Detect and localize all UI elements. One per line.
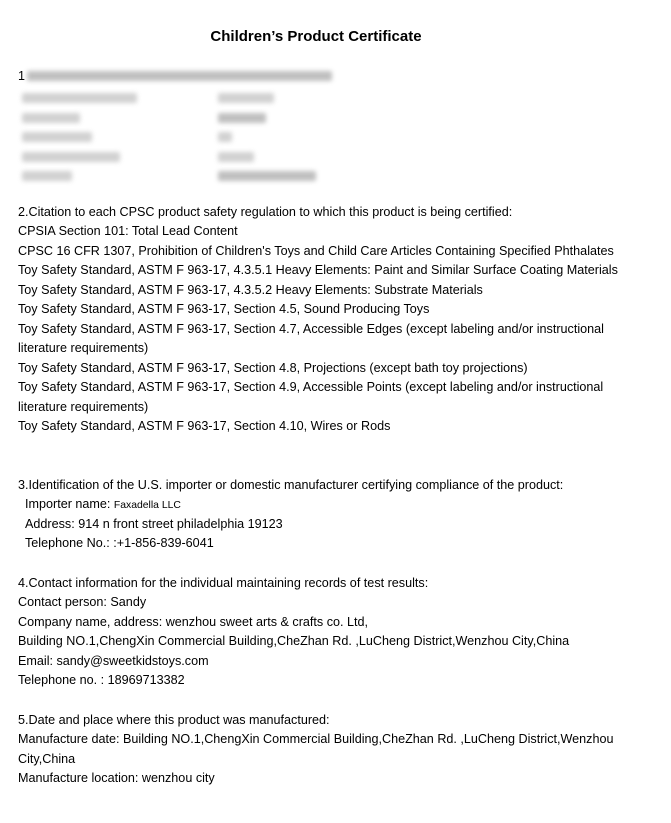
section1-number: 1: [18, 69, 26, 83]
importer-telephone: Telephone No.: :+1-856-839-6041: [25, 536, 214, 550]
regulation-line: Toy Safety Standard, ASTM F 963-17, Section 4.5, Sound Producing Toys: [18, 302, 430, 316]
importer-value: Faxadella LLC: [113, 500, 181, 511]
redacted-line: [218, 152, 254, 162]
redacted-line: [22, 132, 92, 142]
document-title: Children’s Product Certificate: [210, 28, 422, 45]
regulation-line: Toy Safety Standard, ASTM F 963-17, Section 4.7, Accessible Edges (except labeling and/or instructional: [18, 322, 604, 336]
regulation-line-continued: literature requirements): [18, 341, 149, 355]
company-address: Building NO.1,ChengXin Commercial Building,CheZhan Rd. ,LuCheng District,Wenzhou City,China: [18, 634, 570, 648]
importer-label: Importer name:: [25, 497, 114, 511]
redacted-line: [22, 171, 72, 181]
regulation-line: CPSC 16 CFR 1307, Prohibition of Children's Toys and Child Care Articles Containing Specified Phthalates: [18, 244, 614, 258]
section2-heading: 2.Citation to each CPSC product safety regulation to which this product is being certified:: [18, 205, 513, 219]
regulation-line: CPSIA Section 101: Total Lead Content: [18, 224, 238, 238]
redacted-line: [218, 132, 232, 142]
contact-person: Contact person: Sandy: [18, 595, 147, 609]
section4-heading: 4.Contact information for the individual maintaining records of test results:: [18, 576, 429, 590]
redacted-line: [218, 171, 316, 181]
redacted-line: [22, 93, 137, 103]
manufacture-date: Manufacture date: Building NO.1,ChengXin Commercial Building,CheZhan Rd. ,LuCheng District,Wenzhou: [18, 732, 614, 746]
contact-email: Email: sandy@sweetkidstoys.com: [18, 654, 209, 668]
regulation-line: Toy Safety Standard, ASTM F 963-17, Section 4.9, Accessible Points (except labeling and/or instructional: [18, 380, 604, 394]
manufacture-location: Manufacture location: wenzhou city: [18, 771, 215, 785]
regulation-line: Toy Safety Standard, ASTM F 963-17, 4.3.5.1 Heavy Elements: Paint and Similar Surface Coating Materials: [18, 263, 618, 277]
regulation-line: Toy Safety Standard, ASTM F 963-17, Section 4.10, Wires or Rods: [18, 419, 391, 433]
section5-heading: 5.Date and place where this product was manufactured:: [18, 713, 330, 727]
redacted-line: [218, 93, 274, 103]
regulation-line-continued: literature requirements): [18, 400, 149, 414]
manufacture-date-continued: City,China: [18, 752, 76, 766]
company-name: Company name, address: wenzhou sweet arts & crafts co. Ltd,: [18, 615, 368, 629]
contact-telephone: Telephone no. : 18969713382: [18, 673, 185, 687]
regulation-line: Toy Safety Standard, ASTM F 963-17, 4.3.5.2 Heavy Elements: Substrate Materials: [18, 283, 483, 297]
redacted-line: [22, 152, 120, 162]
redacted-line: [22, 113, 80, 123]
redacted-line: [27, 71, 332, 81]
section3-heading: 3.Identification of the U.S. importer or domestic manufacturer certifying compliance of the product:: [18, 478, 564, 492]
regulation-line: Toy Safety Standard, ASTM F 963-17, Section 4.8, Projections (except bath toy projections): [18, 361, 528, 375]
redacted-line: [218, 113, 266, 123]
importer-address: Address: 914 n front street philadelphia 19123: [25, 517, 283, 531]
importer-name: [25, 495, 181, 516]
